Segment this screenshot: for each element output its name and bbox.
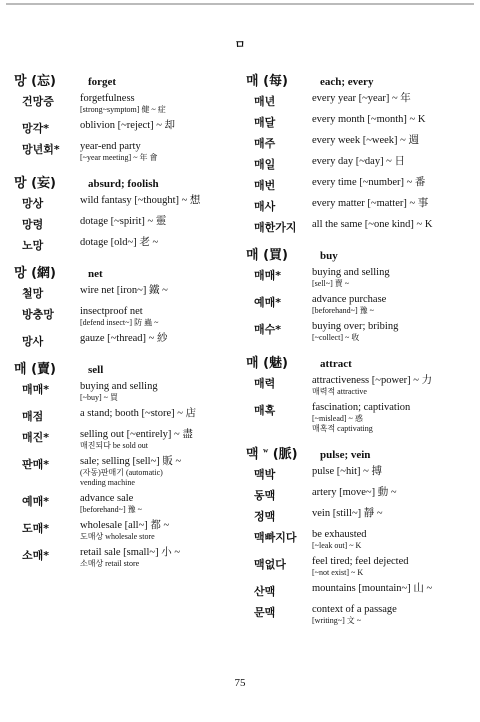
entry-row [14, 333, 232, 349]
entry-note: [strong~symptom] 健 ~ 症 [80, 105, 166, 114]
entry-meaning: vein [still~] 靜 ~ [312, 508, 383, 519]
entry-row [14, 520, 232, 542]
entry-meaning: selling out [~entirely] ~ 盡 [80, 429, 193, 440]
entry-row [246, 487, 468, 503]
entry-definition [80, 429, 232, 451]
entry-meaning: pulse [~hit] ~ 搏 [312, 466, 382, 477]
entry-note: vending machine [80, 478, 135, 487]
top-rule [6, 3, 474, 5]
entry-word: 예매* [254, 296, 282, 309]
entry-definition [80, 333, 232, 349]
entry-definition [80, 306, 232, 328]
entry-meaning: advance sale [80, 493, 134, 504]
entry-definition [80, 141, 232, 163]
entry-row [246, 267, 468, 289]
entry-word: 매한가지 [254, 221, 297, 234]
entry-word: 소매* [22, 549, 50, 562]
entry-definition [80, 520, 232, 542]
entry-row [14, 381, 232, 403]
entry-note: 소매상 retail store [80, 559, 140, 568]
entry-definition [312, 583, 468, 599]
entry-note: [~year meeting] ~ 年 會 [80, 153, 158, 162]
entry-meaning: sale; selling [sell~] 販 ~ [80, 456, 182, 467]
entry-row [14, 195, 232, 211]
entry-row [246, 556, 468, 578]
entry-definition [312, 375, 468, 397]
entry-word: 매달 [254, 116, 276, 129]
entry-word: 건망증 [22, 95, 54, 108]
entry-note: 매력적 attractive [312, 387, 367, 396]
headword-row [246, 352, 468, 371]
entry-note: 매진되다 be sold out [80, 441, 149, 450]
entry-definition [312, 529, 468, 551]
entry-row [246, 294, 468, 316]
entry-word: 방충망 [22, 308, 54, 321]
entry-meaning: dotage [old~] 老 ~ [80, 237, 159, 248]
headword: 매 (賣) [14, 362, 56, 377]
entry-definition [80, 456, 232, 488]
headword [246, 443, 320, 462]
entry-meaning: every year [~year] ~ 年 [312, 93, 411, 104]
entry-word: 망사 [22, 335, 44, 348]
entry-meaning: every day [~day] ~ 日 [312, 156, 405, 167]
headword: 망 (妄) [14, 176, 56, 191]
headword-meaning: net [88, 268, 103, 280]
entry-word: 산맥 [254, 585, 276, 598]
headword-row [246, 70, 468, 89]
entry-meaning: gauze [~thread] ~ 紗 [80, 333, 168, 344]
entry-definition [80, 285, 232, 301]
section-letter: ㅁ [234, 39, 246, 51]
entry-definition [312, 135, 468, 151]
entry-meaning: retail sale [small~] 小 ~ [80, 547, 180, 558]
entry-row [246, 402, 468, 434]
entry-row [246, 529, 468, 551]
entry-row [246, 604, 468, 626]
entry-note: [beforehand~] 豫 ~ [312, 306, 374, 315]
entry-meaning: every time [~number] ~ 番 [312, 177, 426, 188]
entry-row [14, 285, 232, 301]
entry-meaning: fascination; captivation [312, 402, 411, 413]
entry-note: 매혹적 captivating [312, 424, 373, 433]
entry-row [246, 466, 468, 482]
entry-meaning: wild fantasy [~thought] ~ 想 [80, 195, 201, 206]
entry-definition [80, 93, 232, 115]
entry-definition [80, 408, 232, 424]
entry-row [246, 219, 468, 235]
headword-row [246, 244, 468, 263]
entry-row [14, 493, 232, 515]
entry-definition [312, 156, 468, 172]
headword-superscript: w [263, 446, 269, 455]
headword-meaning: absurd; foolish [88, 178, 159, 190]
entry-definition [312, 466, 468, 482]
entry-meaning: buying over; bribing [312, 321, 399, 332]
entry-note: (자동)판매기 (automatic) [80, 468, 163, 477]
entry-word: 맥없다 [254, 558, 286, 571]
entry-word: 매번 [254, 179, 276, 192]
entry-meaning: dotage [~spirit] ~ 靈 [80, 216, 167, 227]
entry-meaning: context of a passage [312, 604, 397, 615]
right-column [246, 70, 468, 631]
entry-meaning: forgetfulness [80, 93, 135, 104]
entry-word: 매일 [254, 158, 276, 171]
entry-definition [312, 321, 468, 343]
entry-definition [312, 604, 468, 626]
entry-note: [~leak out] ~ K [312, 541, 362, 550]
entry-row [246, 114, 468, 130]
entry-note: [~not exist] ~ K [312, 568, 364, 577]
entry-row [14, 456, 232, 488]
entry-row [14, 429, 232, 451]
entry-meaning: year-end party [80, 141, 141, 152]
entry-word: 매주 [254, 137, 276, 150]
entry-meaning: oblivion [~reject] ~ 却 [80, 120, 176, 131]
headword-row [14, 262, 232, 281]
entry-row [246, 508, 468, 524]
entry-meaning: be exhausted [312, 529, 367, 540]
entry-word: 예매* [22, 495, 50, 508]
entry-meaning: artery [move~] 動 ~ [312, 487, 397, 498]
headword: 매 (每) [246, 74, 288, 89]
entry-definition [80, 237, 232, 253]
headword-meaning: pulse; vein [320, 449, 371, 461]
entry-note: [~collect] ~ 收 [312, 333, 360, 342]
entry-definition [80, 547, 232, 569]
headword-row [14, 70, 232, 89]
entry-meaning: every matter [~matter] ~ 事 [312, 198, 429, 209]
entry-row [246, 177, 468, 193]
page-number: 75 [234, 677, 246, 689]
headword: 망 (網) [14, 266, 56, 281]
entry-word: 맥빠지다 [254, 531, 297, 544]
entry-word: 매진* [22, 431, 50, 444]
entry-word: 망년회* [22, 143, 60, 156]
entry-definition [312, 177, 468, 193]
entry-meaning: mountains [mountain~] 山 ~ [312, 583, 433, 594]
entry-word: 도매* [22, 522, 50, 535]
entry-note: [writing~] 文 ~ [312, 616, 362, 625]
entry-word: 매수* [254, 323, 282, 336]
entry-row [246, 375, 468, 397]
entry-word: 매사 [254, 200, 276, 213]
entry-definition [312, 198, 468, 214]
entry-definition [312, 402, 468, 434]
headword-row [246, 443, 468, 462]
entry-word: 문맥 [254, 606, 276, 619]
entry-word: 매년 [254, 95, 276, 108]
entry-word: 망각* [22, 122, 50, 135]
entry-meaning: buying and selling [312, 267, 390, 278]
entry-word: 동맥 [254, 489, 276, 502]
entry-word: 매력 [254, 377, 276, 390]
entry-row [14, 306, 232, 328]
entry-word: 매혹 [254, 404, 276, 417]
entry-row [14, 141, 232, 163]
entry-meaning: a stand; booth [~store] ~ 店 [80, 408, 197, 419]
headword: 매 (魅) [246, 356, 288, 371]
entry-definition [312, 219, 468, 235]
entry-row [246, 198, 468, 214]
entry-row [246, 583, 468, 599]
entry-row [246, 93, 468, 109]
entry-meaning: insectproof net [80, 306, 143, 317]
entry-row [246, 135, 468, 151]
entry-definition [80, 493, 232, 515]
entry-row [246, 156, 468, 172]
entry-note: [defend insect~] 防 蟲 ~ [80, 318, 159, 327]
entry-row [246, 321, 468, 343]
entry-word: 맥박 [254, 468, 276, 481]
entry-word: 정맥 [254, 510, 276, 523]
entry-definition [312, 93, 468, 109]
headword-syllable: 맥 [246, 447, 259, 462]
entry-meaning: every week [~week] ~ 週 [312, 135, 419, 146]
headword: 망 (忘) [14, 74, 56, 89]
headword-meaning: each; every [320, 76, 374, 88]
entry-definition [312, 556, 468, 578]
entry-word: 망령 [22, 218, 44, 231]
headword-meaning: buy [320, 250, 338, 262]
entry-definition [312, 487, 468, 503]
entry-definition [312, 294, 468, 316]
headword-meaning: attract [320, 358, 352, 370]
headword-row [14, 172, 232, 191]
entry-note: 도매상 wholesale store [80, 532, 155, 541]
entry-meaning: feel tired; feel dejected [312, 556, 409, 567]
entry-definition [312, 114, 468, 130]
entry-note: [sell~] 賣 ~ [312, 279, 350, 288]
entry-row [14, 547, 232, 569]
entry-row [14, 216, 232, 232]
headword: 매 (買) [246, 248, 288, 263]
entry-definition [312, 267, 468, 289]
entry-note: [~mislead] ~ 惑 [312, 414, 363, 423]
entry-word: 철망 [22, 287, 44, 300]
entry-meaning: all the same [~one kind] ~ K [312, 219, 433, 230]
entry-definition [80, 381, 232, 403]
entry-definition [312, 508, 468, 524]
entry-definition [80, 120, 232, 136]
entry-row [14, 237, 232, 253]
headword-hanja: (脈) [272, 447, 298, 462]
entry-meaning: every month [~month] ~ K [312, 114, 426, 125]
headword-meaning: forget [88, 76, 117, 88]
entry-word: 매매* [254, 269, 282, 282]
entry-meaning: wire net [iron~] 鐵 ~ [80, 285, 168, 296]
entry-meaning: buying and selling [80, 381, 158, 392]
entry-definition [80, 216, 232, 232]
entry-word: 매매* [22, 383, 50, 396]
entry-word: 망상 [22, 197, 44, 210]
entry-meaning: wholesale [all~] 都 ~ [80, 520, 170, 531]
headword-row [14, 358, 232, 377]
entry-word: 노망 [22, 239, 44, 252]
entry-meaning: attractiveness [~power] ~ 力 [312, 375, 433, 386]
entry-word: 매점 [22, 410, 44, 423]
entry-row [14, 408, 232, 424]
entry-definition [80, 195, 232, 211]
entry-row [14, 120, 232, 136]
headword-meaning: sell [88, 364, 104, 376]
entry-row [14, 93, 232, 115]
entry-note: [~buy] ~ 買 [80, 393, 118, 402]
entry-word: 판매* [22, 458, 50, 471]
entry-meaning: advance purchase [312, 294, 387, 305]
entry-note: [beforehand~] 豫 ~ [80, 505, 142, 514]
left-column [14, 70, 232, 574]
